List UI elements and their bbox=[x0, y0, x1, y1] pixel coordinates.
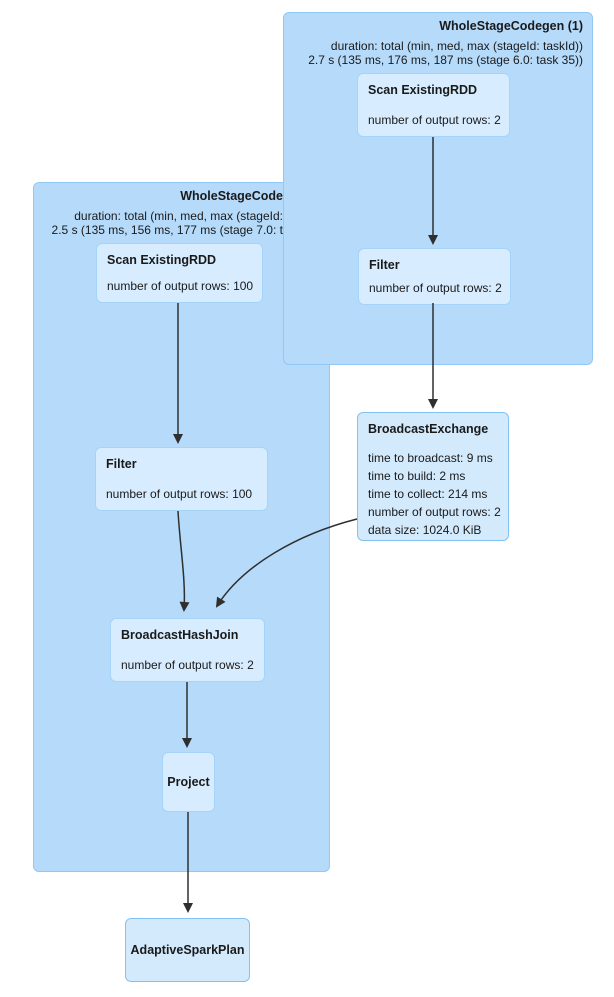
node-metric: number of output rows: 2 bbox=[368, 113, 501, 127]
node-metric: time to build: 2 ms bbox=[368, 469, 466, 483]
node-project[interactable] bbox=[162, 752, 215, 812]
cluster-duration-value: 2.7 s (135 ms, 176 ms, 187 ms (stage 6.0: task 35)) bbox=[308, 52, 583, 67]
node-metrics-list bbox=[368, 449, 501, 539]
node-metric: number of output rows: 100 bbox=[107, 279, 254, 293]
node-metric: number of output rows: 2 bbox=[121, 658, 254, 672]
cluster-header bbox=[34, 189, 283, 237]
node-metric: time to broadcast: 9 ms bbox=[368, 451, 493, 465]
cluster-title: WholeStageCode bbox=[180, 189, 283, 203]
cluster-wholestagecodegen-1 bbox=[283, 12, 593, 365]
node-filter-2[interactable] bbox=[95, 447, 268, 511]
cluster-duration-value: 2.5 s (135 ms, 156 ms, 177 ms (stage 7.0: t bbox=[51, 222, 283, 237]
cluster-duration-label: duration: total (min, med, max (stageId: bbox=[74, 209, 283, 223]
node-title: Filter bbox=[369, 258, 400, 272]
node-title: Project bbox=[167, 775, 210, 789]
node-broadcast-exchange[interactable] bbox=[357, 412, 509, 541]
cluster-duration-label: duration: total (min, med, max (stageId: taskId)) bbox=[330, 39, 583, 53]
node-adaptive-spark-plan[interactable] bbox=[125, 918, 250, 982]
node-title: BroadcastExchange bbox=[368, 422, 489, 436]
node-scan-existingrdd-1[interactable] bbox=[357, 73, 510, 137]
cluster-title: WholeStageCodegen (1) bbox=[439, 19, 583, 33]
node-metric: number of output rows: 100 bbox=[106, 487, 253, 501]
node-broadcast-hash-join[interactable] bbox=[110, 618, 265, 682]
node-title: BroadcastHashJoin bbox=[121, 628, 239, 642]
node-metric: time to collect: 214 ms bbox=[368, 487, 488, 501]
node-metric: data size: 1024.0 KiB bbox=[368, 523, 482, 537]
node-metric: number of output rows: 2 bbox=[368, 505, 501, 519]
node-title: Filter bbox=[106, 457, 137, 471]
cluster-header bbox=[284, 19, 583, 67]
node-title: Scan ExistingRDD bbox=[368, 83, 478, 97]
node-title: AdaptiveSparkPlan bbox=[130, 943, 245, 957]
node-filter-1[interactable] bbox=[358, 248, 511, 305]
node-scan-existingrdd-2[interactable] bbox=[96, 243, 263, 303]
node-metric: number of output rows: 2 bbox=[369, 281, 502, 295]
node-title: Scan ExistingRDD bbox=[107, 253, 217, 267]
